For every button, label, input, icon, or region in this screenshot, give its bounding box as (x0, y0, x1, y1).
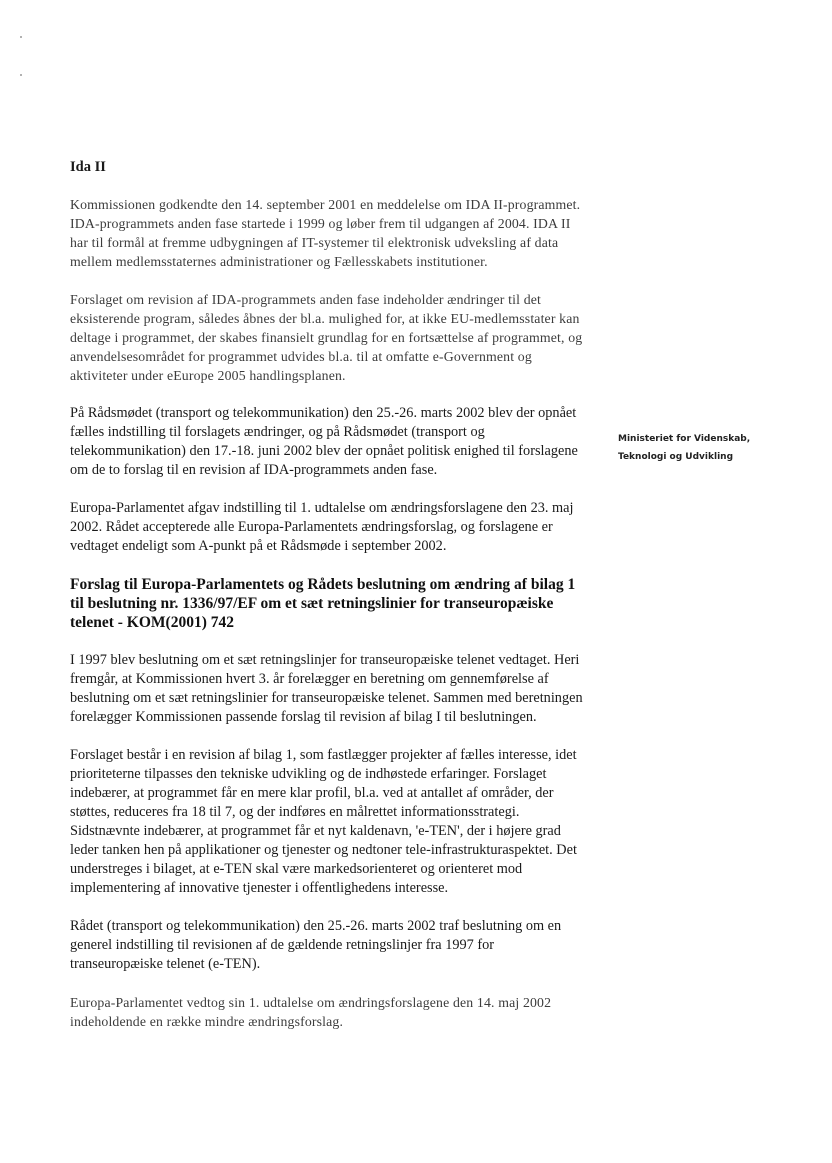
ida-paragraph: Europa-Parlamentet afgav indstilling til 1. udtalelse om ændringsforslagene den 23. maj 2002. Rådet accepterede alle Europa-Parlamentets ændringsforslag, og forslagene er vedtaget endeligt som A-punkt på et Rådsmøde i september 2002. (70, 500, 574, 554)
ida-heading: Ida II (70, 159, 106, 175)
proposal-paragraph: Forslaget består i en revision af bilag 1, som fastlægger projekter af fælles interesse, idet prioriteterne tilpasses den tekniske udvikling og de indhøstede erfaringer. Forslaget indebærer, at programmet får en mere klar profil, bl.a. ved at antallet af områder, der støttes, reduceres fra 18 til 7, og der indføres en målrettet informationsstrategi. Sidstnævnte indebærer, at programmet får et nyt kaldenavn, 'e-TEN', der i højere grad leder tanken hen på applikationer og tjenester og nedtoner tele-infrastrukturaspektet. Det understreges i bilaget, at e-TEN skal være markedsorienteret og orienteret mod implementering af innovative tjenester i offentlighedens interesse. (70, 747, 577, 896)
document-body (70, 158, 590, 1050)
ida-paragraph: Forslaget om revision af IDA-programmets anden fase indeholder ændringer til det eksisterende program, således åbnes der bl.a. mulighed for, at ikke EU-medlemsstater kan deltage i programmet, der skabes finansielt grundlag for en fortsættelse af programmet, og anvendelsesområdet for programmet udvides bl.a. til at omfatte e-Government og aktiviteter under eEurope 2005 handlingsplanen. (70, 292, 583, 383)
ministry-margin-note (618, 430, 808, 466)
ministry-name-line: Teknologi og Udvikling (618, 452, 734, 462)
scan-speck (20, 74, 22, 76)
proposal-paragraph: I 1997 blev beslutning om et sæt retningslinjer for transeuropæiske telenet vedtaget. Heri fremgår, at Kommissionen hvert 3. år forelægger en beretning om gennemførelse af beslutning om et sæt retningslinier for transeuropæiske telenet. Sammen med beretningen forelægger Kommissionen passende forslag til revision af bilag I til beslutningen. (70, 652, 583, 725)
ida-paragraph: Kommissionen godkendte den 14. september 2001 en meddelelse om IDA II-programmet. IDA-programmets anden fase startede i 1999 og løber frem til udgangen af 2004. IDA II har til formål at fremme udbygningen af IT-systemer til elektronisk udveksling af data mellem medlemsstaternes administrationer og Fællesskabets institutioner. (70, 197, 581, 269)
ministry-name-line: Ministeriet for Videnskab, (618, 434, 751, 444)
proposal-paragraph: Rådet (transport og telekommunikation) den 25.-26. marts 2002 traf beslutning om en generel indstilling til revisionen af de gældende retningslinjer fra 1997 for transeuropæiske telenet (e-TEN). (70, 918, 562, 972)
ida-paragraph: På Rådsmødet (transport og telekommunikation) den 25.-26. marts 2002 blev der opnået fælles indstilling til forslagets ændringer, og på Rådsmødet (transport og telekommunikation) den 17.-18. juni 2002 blev der opnået politisk enighed til forslagene om de to forslag til en revision af IDA-programmets anden fase. (70, 405, 578, 478)
proposal-heading: Forslag til Europa-Parlamentets og Rådets beslutning om ændring af bilag 1 til beslutning nr. 1336/97/EF om et sæt retningslinier for transeuropæiske telenet - KOM(2001) 742 (70, 576, 576, 631)
proposal-paragraph: Europa-Parlamentet vedtog sin 1. udtalelse om ændringsforslagene den 14. maj 2002 indeholdende en række mindre ændringsforslag. (70, 995, 552, 1029)
scan-speck (20, 36, 22, 38)
